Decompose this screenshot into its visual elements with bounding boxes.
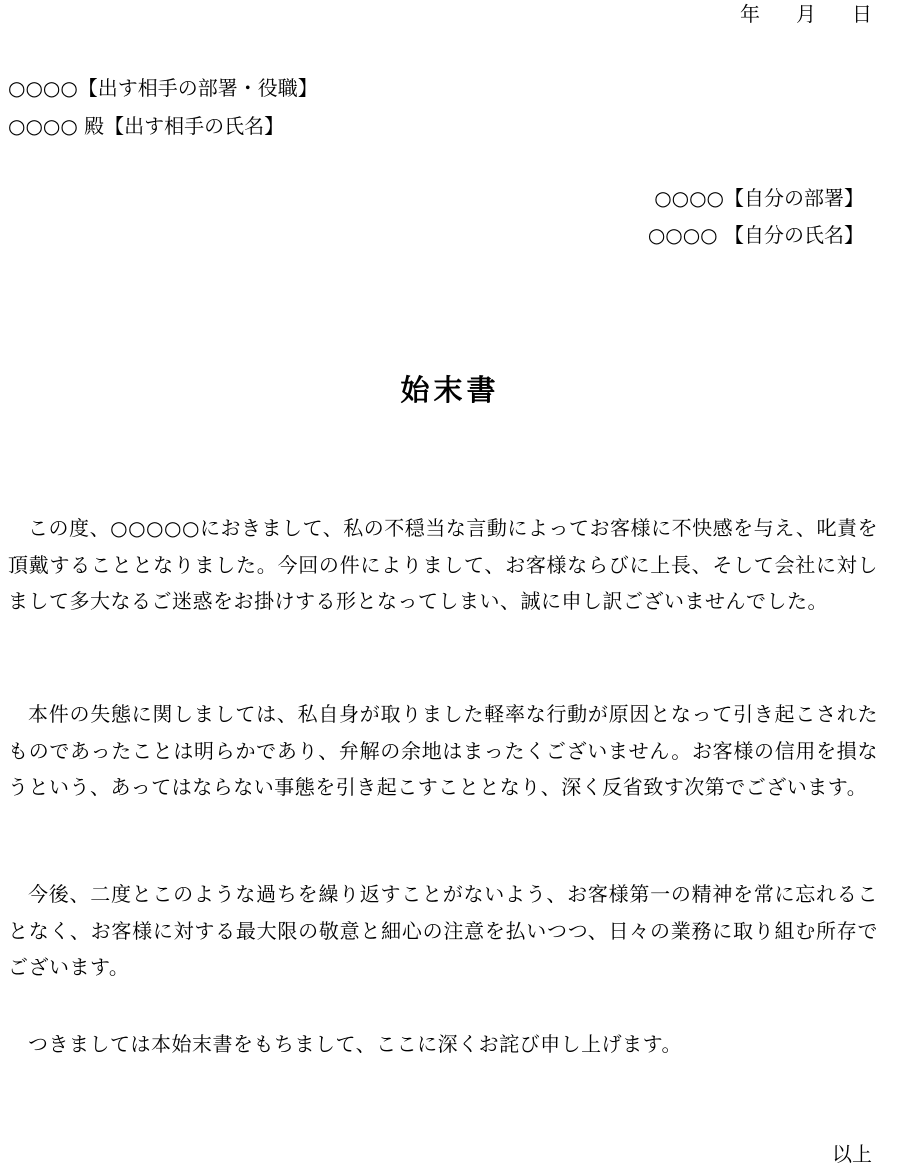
- body-paragraph-3: 今後、二度とこのような過ちを繰り返すことがないよう、お客様第一の精神を常に忘れることなく、お客様に対する最大限の敬意と細心の注意を払いつつ、日々の業務に取り組む所存でございます。: [8, 882, 878, 979]
- recipient-department: ○○○○【出す相手の部署・役職】: [8, 76, 318, 100]
- sender-department: ○○○○【自分の部署】: [654, 186, 864, 210]
- date-line: [704, 0, 872, 28]
- body-paragraph-2: 本件の失態に関しましては、私自身が取りました軽率な行動が原因となって引き起こされたものであったことは明らかであり、弁解の余地はまったくございません。お客様の信用を損なうという、あってはならない事態を引き起こすこととなり、深く反省致す次第でございます。: [8, 702, 878, 799]
- date-year: 年: [740, 2, 760, 26]
- recipient-name: ○○○○ 殿【出す相手の氏名】: [8, 114, 285, 138]
- document-title: 始末書: [400, 373, 500, 407]
- closing-mark: 以上: [832, 1142, 872, 1166]
- body-paragraph-1: この度、○○○○○におきまして、私の不穏当な言動によってお客様に不快感を与え、叱責を頂戴することとなりました。今回の件によりまして、お客様ならびに上長、そして会社に対しまして多大なるご迷惑をお掛けする形となってしまい、誠に申し訳ございませんでした。: [8, 516, 878, 613]
- body-paragraph-4: つきましては本始末書をもちまして、ここに深くお詫び申し上げます。: [28, 1032, 682, 1056]
- date-day: 日: [852, 2, 872, 26]
- date-month: 月: [796, 2, 816, 26]
- sender-name: ○○○○ 【自分の氏名】: [647, 223, 864, 247]
